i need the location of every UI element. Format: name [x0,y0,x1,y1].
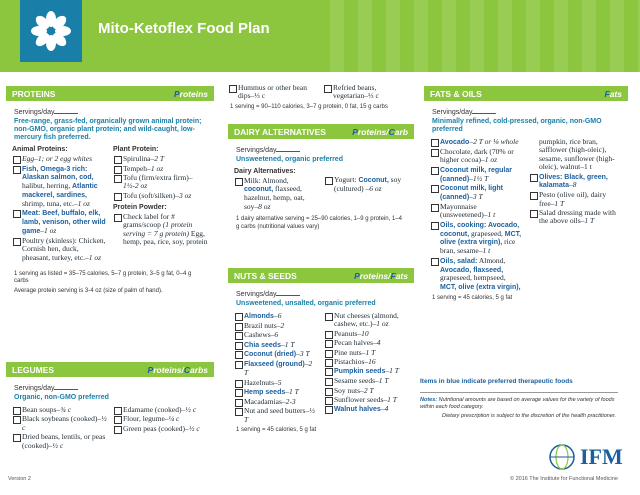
nut-item[interactable]: Pistachios–16 [324,358,408,366]
dairy-intro: Unsweetened, organic preferred [236,156,343,163]
tag-text: roteins/ [153,364,184,375]
protein-item[interactable]: Egg–1; or 2 egg whites [12,155,107,163]
servings-blank[interactable] [54,383,78,390]
proteins-intro: Free-range, grass-fed, organically grown animal protein; non-GMO, organic plant protein; and wild-caught, low-mercury fish preferred. [14,118,202,142]
version: Version 2 [8,476,31,482]
notes-label: Notes: [420,397,438,403]
legume-item[interactable]: Hummus or other bean dips–⅓ c [228,84,317,101]
ifm-text: IFM [580,444,623,469]
protein-item[interactable]: Check label for # grams/scoop (1 protein serving = 7 g protein) Egg, hemp, pea, rice, soy, protein [113,213,208,247]
nut-item[interactable]: Nut cheeses (almond, cashew, etc.)–1 oz [324,312,408,329]
fats-footer: 1 serving = 45 calories, 5 g fat [432,294,513,301]
fats-intro: Minimally refined, cold-pressed, organic, non-GMO preferred [432,118,602,134]
tag-text: arbs [190,364,208,375]
nut-item[interactable]: Cashews–6 [234,331,318,339]
protein-item[interactable]: Tofu (firm/extra firm)–1½-2 oz [113,174,208,191]
proteins-section [6,86,214,297]
nuts-intro: Unsweetened, unsalted, organic preferred [236,300,376,307]
servings-blank[interactable] [54,107,78,114]
fat-item-continued: pumpkin, rice bran, safflower (high-oleic), sesame, sunflower (high-oleic), walnut–1 t [539,137,615,172]
fat-item[interactable]: Coconut milk, regular (canned)–1½ T [430,166,523,184]
nuts-section [228,268,414,436]
tag-letter: P [354,270,360,281]
protein-item[interactable]: Meat: Beef, buffalo, elk, lamb, venison, other wild game–1 oz [12,209,107,235]
dairy-heading: Dairy Alternatives: [234,168,296,176]
fat-item[interactable]: Mayonnaise (unsweetened)–1 t [430,203,523,220]
tag-text: ats [395,270,408,281]
tag-letter: C [388,126,395,137]
proteins-header [6,86,214,101]
dairy-title: DAIRY ALTERNATIVES [234,126,326,137]
copyright: © 2016 The Institute for Functional Medicine [510,476,618,482]
legumes-intro: Organic, non-GMO preferred [14,394,109,401]
servings-blank[interactable] [276,145,300,152]
protein-item[interactable]: Spirulina–2 T [113,155,208,163]
nut-item[interactable]: Peanuts–10 [324,330,408,338]
divider [420,392,618,393]
tag-text: ats [609,88,622,99]
header-banner [0,0,640,72]
nut-item[interactable]: Flaxseed (ground)–2 T [234,360,318,377]
servings-label: Servings/day [236,291,277,298]
legumes-continued [222,84,418,113]
fats-section [424,86,628,304]
servings-label: Servings/day [236,147,277,154]
dairy-section [228,124,414,233]
nut-item[interactable]: Pumpkin seeds–1 T [324,367,408,376]
servings-blank[interactable] [472,107,496,114]
nut-item[interactable]: Sunflower seeds–1 T [324,396,408,404]
header-texture [330,0,640,72]
legume-item[interactable]: Flour, legume–¼ c [113,415,208,423]
fats-title: FATS & OILS [430,88,482,99]
fats-servings [432,107,628,116]
nut-item[interactable]: Sesame seeds–1 T [324,377,408,385]
nut-item[interactable]: Hemp seeds–1 T [234,388,318,397]
dairy-servings [236,145,414,154]
legume-item[interactable]: Bean soups–¾ c [12,406,107,414]
nut-item[interactable]: Coconut (dried)–3 T [234,350,318,359]
nut-item[interactable]: Macadamias–2-3 [234,398,318,406]
proteins-tag-p: P [173,88,180,99]
nut-item[interactable]: Nut and seed butters–½ T [234,407,318,424]
tag-text: arb [394,126,408,137]
proteins-servings [14,107,214,116]
legumes-section [6,362,214,451]
flower-logo-icon [20,0,82,62]
protein-item[interactable]: Tempeh–1 oz [113,165,208,173]
powder-heading: Protein Powder: [113,204,167,212]
legume-item[interactable]: Black soybeans (cooked)–½ c [12,415,107,432]
tag-letter: F [604,88,610,99]
legume-item[interactable]: Refried beans, vegetarian–⅓ c [323,84,412,101]
legumes-title: LEGUMES [12,364,55,375]
nut-item[interactable]: Brazil nuts–2 [234,322,318,330]
legumes-footer: 1 serving = 90–110 calories, 3–7 g protein, 0 fat, 15 g carbs [230,103,388,110]
legume-item[interactable]: Edamame (cooked)–½ c [113,406,208,414]
nuts-title: NUTS & SEEDS [234,270,297,281]
legumes-servings [14,383,214,392]
servings-label: Servings/day [14,385,55,392]
fat-item[interactable]: Avocado–2 T or ⅛ whole [430,138,523,147]
protein-item[interactable]: Fish, Omega-3 rich: Alaskan salmon, cod, halibut, herring, Atlantic mackerel, sardines, shrimp, tuna, etc.–1 oz [12,165,107,209]
nuts-servings [236,289,414,298]
fat-item[interactable]: Salad dressing made with the above oils–1 T [529,209,622,226]
plant-heading: Plant Protein: [113,146,159,154]
tag-text: roteins/ [357,126,389,137]
nut-item[interactable]: Almonds–6 [234,312,318,321]
tag-text: roteins/ [359,270,391,281]
ifm-globe-icon [548,443,576,471]
dairy-item[interactable]: Milk: Almond, coconut, flaxseed, hazelnut, hemp, oat, soy–8 oz [234,177,318,211]
fat-item[interactable]: Pesto (olive oil), dairy free–1 T [529,191,622,208]
proteins-tag-rest: roteins [179,88,208,99]
nut-item[interactable]: Hazelnuts–5 [234,379,318,387]
proteins-footer-1: 1 serving as listed = 35–75 calories, 5–7 g protein, 3–5 g fat, 0–4 g carbs [14,270,192,285]
fat-item[interactable]: Coconut milk, light (canned)–3 T [430,184,523,202]
fat-item[interactable]: Oils, cooking: Avocado, coconut, grapeseed, MCT, olive (extra virgin), rice bran, sesame–1 t [430,221,523,256]
fat-item[interactable]: Olives: Black, green, kalamata–8 [529,173,622,191]
notes [420,397,620,420]
ifm-logo [548,443,623,471]
notes-text-1: Nutritional amounts are based on average values for the variety of foods within each food category. [420,397,615,410]
blue-items-note: Items in blue indicate preferred therapeutic foods [420,378,573,385]
nut-item[interactable]: Soy nuts–2 T [324,387,408,395]
protein-item[interactable]: Tofu (soft/silken)–3 oz [113,192,208,200]
legume-item[interactable]: Green peas (cooked)–½ c [113,425,208,433]
protein-item[interactable]: Poultry (skinless): Chicken, Cornish hen, duck, pheasant, turkey, etc.–1 oz [12,237,107,262]
dairy-footer: 1 dairy alternative serving = 25–90 calories, 1–9 g protein, 1–4 g carbs (nutritional values vary) [236,216,402,230]
dairy-header [228,124,414,139]
tag-letter: P [352,126,358,137]
tag-letter: F [390,270,396,281]
legumes-header [6,362,214,377]
fat-item[interactable]: Chocolate, dark (70% or higher cocoa)–1 oz [430,148,523,165]
nuts-header [228,268,414,283]
servings-blank[interactable] [276,289,300,296]
nut-item[interactable]: Pine nuts–1 T [324,349,408,357]
proteins-title: PROTEINS [12,88,56,99]
notes-text-2: Dietary prescription is subject to the discretion of the health practitioner. [442,412,617,419]
servings-label: Servings/day [432,109,473,116]
proteins-footer-2: Average protein serving is 3-4 oz (size of palm of hand). [14,287,163,294]
page-title: Mito-Ketoflex Food Plan [98,20,270,37]
servings-label: Servings/day [14,109,55,116]
dairy-item[interactable]: Yogurt: Coconut, soy (cultured) –6 oz [324,176,408,193]
fats-header [424,86,628,101]
nut-item[interactable]: Chia seeds–1 T [234,341,318,350]
tag-letter: P [147,364,154,375]
legume-item[interactable]: Dried beans, lentils, or peas (cooked)–½ c [12,433,107,450]
fat-item[interactable]: Oils, salad: Almond, Avocado, flaxseed, grapeseed, hempseed, MCT, olive (extra virgin), [430,257,523,292]
nut-item[interactable]: Walnut halves–4 [324,405,408,414]
nut-item[interactable]: Pecan halves–4 [324,339,408,347]
tag-letter: C [183,364,191,375]
nuts-footer: 1 serving = 45 calories, 5 g fat [236,426,317,433]
animal-heading: Animal Proteins: [12,146,68,154]
